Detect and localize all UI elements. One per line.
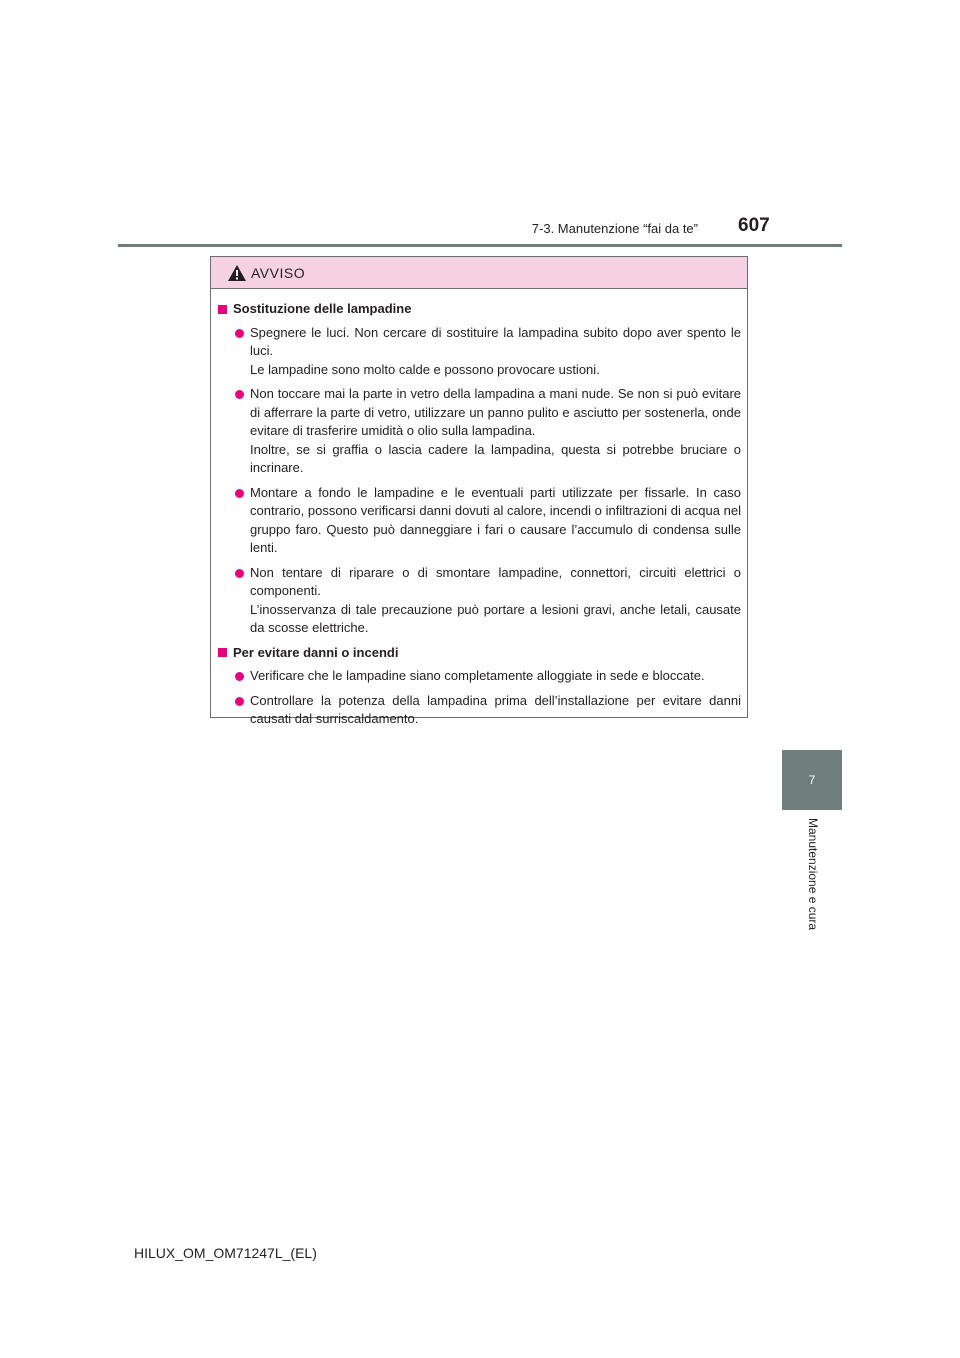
section-title: 7-3. Manutenzione “fai da te” (531, 221, 698, 236)
warning-body (211, 289, 747, 729)
chapter-title: Manutenzione e cura (806, 818, 820, 931)
warning-box (210, 256, 748, 726)
page-header (0, 0, 960, 250)
header-rule (118, 244, 842, 247)
circle-bullet-icon (235, 489, 244, 498)
circle-bullet-icon (235, 569, 244, 578)
square-bullet-icon (218, 648, 227, 657)
chapter-number: 7 (808, 773, 816, 787)
warning-title: AVVISO (251, 264, 306, 281)
circle-bullet-icon (235, 697, 244, 706)
list-item: Montare a fondo le lampadine e le eventuali parti utilizzate per fissarle. In caso contrario, possono verificarsi danni dovuti al calore, incendi o infiltrazioni di acqua nel gruppo faro. Questo può danneggiare i fari o causare l’accumulo di condensa sulle lenti. (218, 484, 741, 558)
circle-bullet-icon (235, 672, 244, 681)
circle-bullet-icon (235, 329, 244, 338)
list-item: Controllare la potenza della lampadina prima dell’installazione per evitare danni causati dal surriscaldamento. (218, 692, 741, 729)
list-item: Spegnere le luci. Non cercare di sostituire la lampadina subito dopo aver spento le luci. Le lampadine sono molto calde e possono provocare ustioni. (218, 324, 741, 380)
page-number: 607 (738, 215, 770, 236)
circle-bullet-icon (235, 390, 244, 399)
topic-heading: Per evitare danni o incendi (218, 644, 741, 663)
chapter-tab (782, 750, 842, 810)
list-item: Non toccare mai la parte in vetro della lampadina a mani nude. Se non si può evitare di afferrare la parte di vetro, utilizzare un panno pulito e asciutto per sostenerla, onde evitare di trasferire umidità o olio sulla lampadina. Inoltre, se si graffia o lascia cadere la lampadina, questa si potrebbe bruciare o incrinare. (218, 385, 741, 478)
list-item: Non tentare di riparare o di smontare lampadine, connettori, circuiti elettrici o componenti. L’inosservanza di tale precauzione può portare a lesioni gravi, anche letali, causate da scosse elettriche. (218, 564, 741, 638)
document-code: HILUX_OM_OM71247L_(EL) (134, 1245, 317, 1261)
list-item: Verificare che le lampadine siano completamente alloggiate in sede e bloccate. (218, 667, 741, 686)
square-bullet-icon (218, 305, 227, 314)
warning-triangle-icon (227, 264, 247, 282)
warning-header (211, 257, 747, 289)
topic-heading: Sostituzione delle lampadine (218, 300, 741, 319)
